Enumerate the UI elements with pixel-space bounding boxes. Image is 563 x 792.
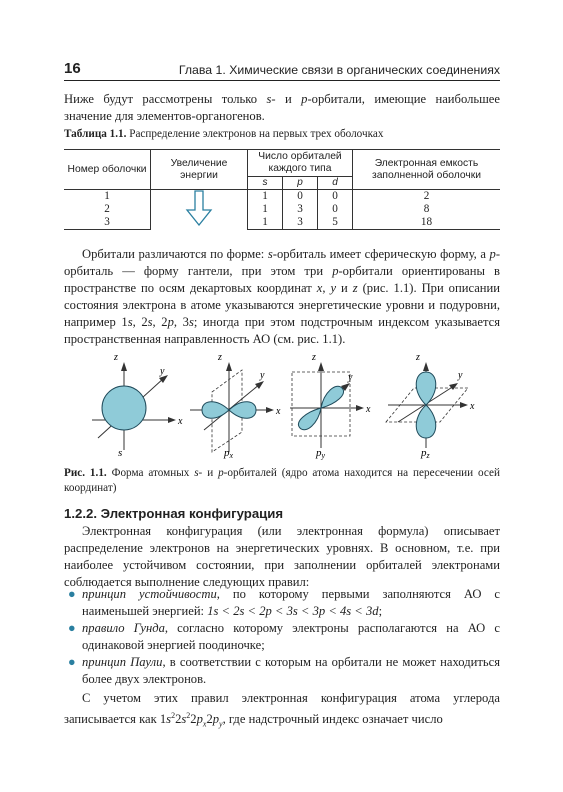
y-arrow-icon [255, 381, 264, 389]
axis-label-x: x [178, 416, 183, 427]
py-orbital-panel [290, 352, 371, 460]
para-italic: s [267, 247, 273, 261]
axis-label-z: z [312, 352, 316, 363]
para-italic: z [352, 281, 358, 295]
para-text: -орбитали ориентированы в пространстве по осям декартовых координат [64, 264, 500, 295]
para-text: ; иногда при этом подстрочным индексом указывается пространственная направленность АО (см. рис. 1.1). [64, 315, 501, 346]
bullet-icon: ● [68, 621, 76, 635]
lobe-bottom [416, 405, 436, 438]
caption-italic: s- [194, 467, 203, 479]
col-header-energy: Увеличение энергии [151, 150, 248, 190]
intro-paragraph [64, 91, 500, 125]
para-italic: s [127, 315, 133, 329]
panel-label-sub: z [426, 451, 430, 460]
panel-label-letter: p [316, 447, 322, 459]
axis-label-z: z [114, 352, 118, 363]
cell-capacity: 8 [353, 203, 501, 216]
para-text: , 3 [173, 315, 189, 329]
cell-s: 1 [248, 190, 283, 204]
table-row [64, 203, 500, 216]
y-arrow-icon [449, 383, 458, 390]
superscript: 2 [186, 711, 191, 720]
x-arrow-icon [356, 405, 364, 411]
axis-label-y: y [458, 370, 463, 381]
caption-text: Форма атомных [106, 467, 195, 479]
cell-d: 5 [318, 216, 353, 230]
cell-shell: 3 [64, 216, 151, 230]
orbitals-paragraph [64, 246, 500, 348]
col-header-orbitals: Число орбиталей каждого типа [248, 150, 353, 177]
x-arrow-icon [266, 407, 274, 413]
z-arrow-icon [121, 362, 127, 371]
axis-label-z: z [218, 352, 222, 363]
intro-s-label: s- [266, 92, 276, 106]
pz-orbital-panel [386, 352, 475, 460]
figure-caption [64, 466, 500, 496]
lobe-upper [321, 386, 344, 408]
subscript: x [202, 719, 207, 729]
axis-label-x: x [366, 404, 371, 415]
table-row [64, 216, 500, 230]
z-arrow-icon [423, 362, 429, 371]
x-arrow-icon [168, 417, 176, 423]
panel-label-sub: y [321, 451, 326, 460]
cell-p: 3 [283, 203, 318, 216]
cell-shell: 2 [104, 202, 110, 215]
orbital-shapes-figure [64, 340, 500, 460]
table-caption-label: Таблица 1.1. [64, 128, 127, 140]
para-text: -орбиталь имеет сферическую форму, а [272, 247, 490, 261]
para-italic: p [332, 264, 339, 278]
panel-label-sub: x [229, 451, 234, 460]
rule-text: , по которому первыми заполняются АО с наименьшей энергией: [82, 587, 501, 618]
intro-text: Ниже будут рассмотрены только [64, 92, 267, 106]
chapter-title: Глава 1. Химические связи в органических соединениях [178, 63, 500, 77]
rule-formula: 1s < 2s < 2p < 3s < 3p < 4s < 3d [207, 604, 379, 618]
para-text: 2 [190, 712, 197, 727]
col-header-capacity: Электронная емкость заполненной оболочки [353, 150, 501, 190]
rule-term: принцип устойчивости [82, 587, 217, 601]
para-italic: p [167, 315, 174, 329]
para-text: , 2 [152, 315, 168, 329]
para-text: , где надстрочный индекс означает число [222, 712, 443, 727]
panel-label-s: s [118, 447, 123, 459]
panel-label-pz [420, 447, 431, 460]
rule-text: , согласно которому электроны располагаются на АО с одинаковой энергией поодиночке; [82, 621, 500, 652]
para-text: 2 [175, 712, 182, 727]
intro-text: и [275, 92, 302, 106]
list-item [64, 620, 500, 654]
caption-text: -орбиталей (ядро атома находится на пересечении осей координат) [64, 467, 500, 494]
axis-label-z: z [416, 352, 420, 363]
cell-capacity: 2 [353, 190, 501, 204]
list-item [64, 586, 500, 620]
table-row [64, 190, 500, 204]
axis-label-x: x [470, 401, 475, 412]
caption-italic: p [218, 467, 224, 479]
section-title: 1.2.2. Электронная конфигурация [64, 506, 284, 521]
s-orbital-sphere [102, 386, 146, 430]
axis-label-x: x [276, 406, 281, 417]
caption-text: и [202, 467, 219, 479]
cell-capacity: 18 [353, 216, 501, 230]
para-text: Орбитали различаются по форме: [82, 247, 268, 261]
electron-distribution-table [64, 149, 500, 230]
para-italic: s [166, 712, 172, 727]
para-italic: s [181, 712, 187, 727]
para-text: -орбиталь — форму гантели, при этом три [64, 247, 501, 278]
list-item [64, 654, 500, 688]
para-text: 2 [206, 712, 213, 727]
para-text: (рис. 1.1). При описании состояния электрона в атоме указываются энергетические уровни и подуровни, например 1 [64, 281, 501, 329]
config-paragraph: Электронная конфигурация (или электронная формула) описывает распределение электронов на энергетических уровнях. В основном, т.е. при наиболее устойчивом состоянии, при заполнении орбиталей электронами соблюдается выполнение следующих правил: [64, 524, 500, 589]
cell-p: 0 [283, 190, 318, 204]
para-text: С учетом этих правил электронная конфигурация атома углерода записывается как 1 [64, 691, 500, 727]
energy-arrow-cell [151, 190, 248, 230]
para-italic: p [489, 247, 496, 261]
cell-shell: 1 [104, 189, 110, 202]
subheader-p: p [283, 177, 318, 190]
rule-end: ; [378, 604, 383, 618]
subheader-s: s [248, 177, 283, 190]
col-header-shell: Номер оболочки [64, 150, 151, 190]
figure-caption-label: Рис. 1.1. [64, 467, 107, 479]
intro-p-label: p- [301, 92, 312, 106]
cell-s: 1 [248, 203, 283, 216]
cell-d: 0 [318, 190, 353, 204]
px-orbital-panel [190, 352, 281, 460]
lobe-right [229, 402, 256, 419]
subheader-d: d [318, 177, 353, 190]
superscript: 2 [171, 711, 176, 720]
para-text: , [322, 281, 331, 295]
axis-label-y: y [348, 372, 353, 383]
carbon-config-paragraph [64, 690, 500, 733]
para-italic: x [316, 281, 323, 295]
down-arrow-icon [169, 190, 229, 226]
running-header [64, 62, 500, 81]
para-text: , 2 [132, 315, 148, 329]
panel-label-py [315, 447, 326, 460]
cell-p: 3 [283, 216, 318, 230]
para-text: и [336, 281, 353, 295]
rule-term: правило Гунда [82, 621, 165, 635]
table-caption [64, 128, 383, 140]
panel-label-px [223, 447, 234, 460]
rules-list [64, 586, 500, 688]
s-orbital-panel [92, 352, 183, 459]
para-italic: p [196, 712, 203, 727]
z-arrow-icon [318, 362, 324, 371]
panel-label-letter: p [421, 447, 427, 459]
para-italic: s [147, 315, 153, 329]
lobe-left [202, 402, 229, 419]
cell-s: 1 [248, 216, 283, 230]
bullet-icon: ● [68, 655, 76, 669]
lobe-lower [298, 408, 321, 430]
bullet-icon: ● [68, 587, 76, 601]
x-arrow-icon [460, 402, 468, 408]
rule-term: принцип Паули [82, 655, 163, 669]
axis-label-y: y [260, 370, 265, 381]
z-arrow-icon [226, 362, 232, 371]
para-italic: y [330, 281, 337, 295]
table-caption-text: Распределение электронов на первых трех оболочках [126, 128, 384, 140]
page-number: 16 [64, 60, 81, 77]
subscript: y [219, 719, 223, 729]
panel-label-letter: p [224, 447, 230, 459]
para-italic: p [212, 712, 220, 727]
axis-label-y: y [160, 366, 165, 377]
intro-text: орбитали, имеющие наибольшее значение для элементов-органогенов. [64, 92, 500, 123]
cell-d: 0 [318, 203, 353, 216]
rule-text: , в соответствии с которым на орбитали не может находиться более двух электронов. [82, 655, 500, 686]
para-italic: s [188, 315, 194, 329]
